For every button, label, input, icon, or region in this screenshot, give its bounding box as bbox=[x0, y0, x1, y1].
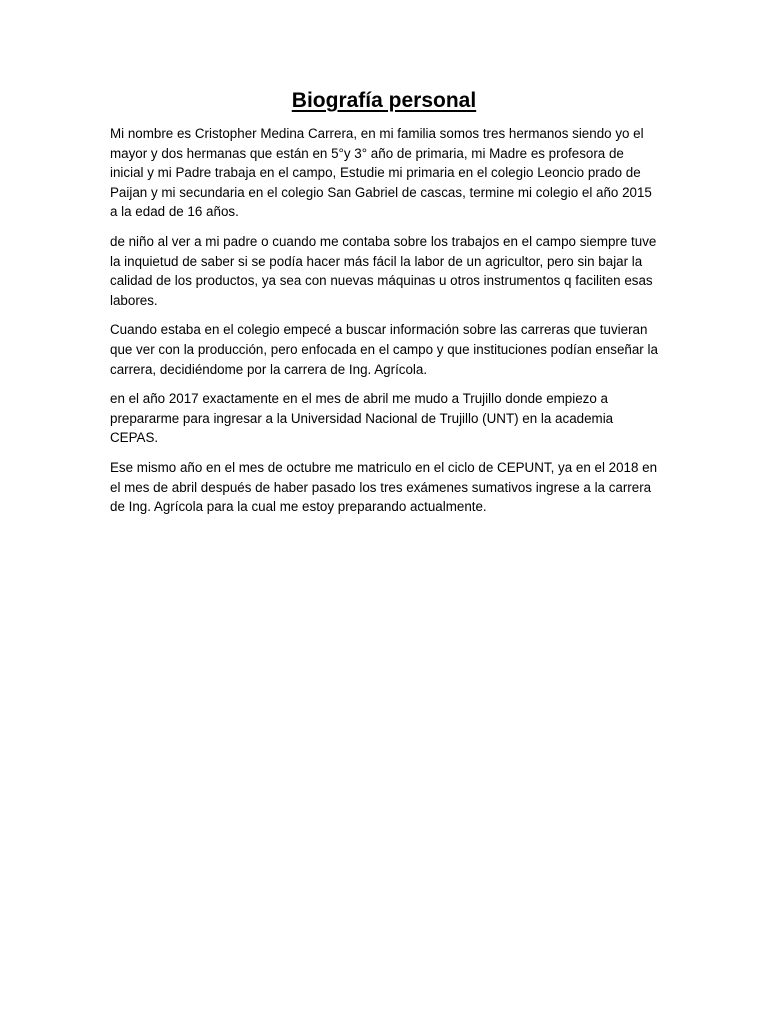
paragraph-4: en el año 2017 exactamente en el mes de abril me mudo a Trujillo donde empiezo a prepararme para ingresar a la Universidad Nacional de Trujillo (UNT) en la academia CEPAS. bbox=[110, 391, 614, 446]
document-body bbox=[110, 124, 658, 527]
page-title bbox=[0, 86, 768, 116]
paragraph-3: Cuando estaba en el colegio empecé a buscar información sobre las carreras que tuvieran que ver con la producción, pero enfocada en el campo y que instituciones podían enseñar la carrera, decidiéndome por la carrera de Ing. Agrícola. bbox=[110, 322, 658, 377]
paragraph-5: Ese mismo año en el mes de octubre me matriculo en el ciclo de CEPUNT, ya en el 2018 en el mes de abril después de haber pasado los tres exámenes sumativos ingrese a la carrera de Ing. Agrícola para la cual me estoy preparando actualmente. bbox=[110, 459, 658, 515]
paragraph-1: Mi nombre es Cristopher Medina Carrera, en mi familia somos tres hermanos siendo yo el mayor y dos hermanas que están en 5°y 3° año de primaria, mi Madre es profesora de inicial y mi Padre trabaja en el campo, Estudie mi primaria en el colegio Leoncio prado de Paijan y mi secundaria en el colegio San Gabriel de cascas, termine mi colegio el año 2015 a la edad de 16 años. bbox=[110, 126, 652, 220]
page-title-text: Biografía personal bbox=[291, 89, 477, 112]
paragraph-2: de niño al ver a mi padre o cuando me contaba sobre los trabajos en el campo siempre tuve la inquietud de saber si se podía hacer más fácil la labor de un agricultor, pero sin bajar la calidad de los productos, ya sea con nuevas máquinas u otros instrumentos q faciliten esas labores. bbox=[110, 233, 657, 308]
